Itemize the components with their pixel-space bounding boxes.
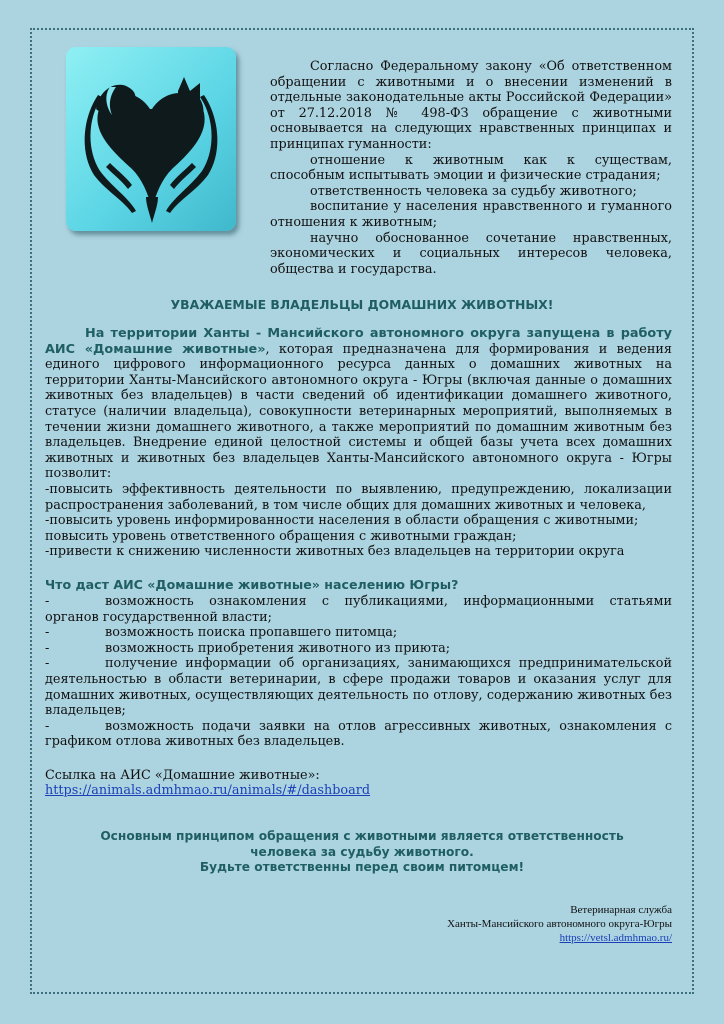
- principle-item: ответственность человека за судьбу животного;: [310, 183, 637, 199]
- list-item: - получение информации об организациях, занимающихся предпринимательской деятельностью в области ветеринарии, в сфере продажи товаров и оказания услуг для домашних животных, осуществляющих деятельность по отлову, содержанию животных без владельцев;: [45, 656, 672, 719]
- closing-line: Будьте ответственны перед своим питомцем!: [199, 860, 525, 875]
- principle-item: воспитание у населения нравственного и гуманного отношения к животным;: [270, 199, 672, 230]
- pet-care-logo: [66, 47, 236, 231]
- main-text: [45, 326, 672, 560]
- intro-paragraph: Согласно Федеральному закону «Об ответственном обращении с животными и о внесении изменений в отдельные законодательные акты Российской Федерации» от 27.12.2018 № 498-ФЗ обращение с животными основывается на следующих нравственных принципах и принципах гуманности:: [270, 59, 672, 152]
- intro-text: [270, 59, 672, 277]
- signature: [447, 903, 672, 945]
- lead-text: На территории Ханты - Мансийского автономного округа запущена в работу АИС «Домашние животные»: [45, 326, 672, 357]
- body-text: , которая предназначена для формирования и ведения единого цифрового информационного ресурса данных о домашних животных на территории Ханты-Мансийского автономного округа - Югры (включая данные о домашних животных без владельцев) в части сведений об идентификации домашнего животного, статусе (наличии владельца), совокупности ветеринарных мероприятий, выполняемых в течении жизни домашнего животного, а также мероприятий по домашним животным без владельцев. Внедрение единой целостной системы и общей базы учета всех домашних животных и животных без владельцев Ханты-Мансийского автономного округа - Югры позволит:: [45, 341, 672, 482]
- question-heading: Что даст АИС «Домашние животные» населению Югры?: [45, 577, 459, 592]
- closing-message: [0, 829, 724, 876]
- signature-org: Ветеринарная служба: [570, 904, 672, 916]
- vet-service-link[interactable]: https://vetsl.admhmao.ru/: [559, 932, 672, 944]
- hands-heart-pets-icon: [66, 47, 236, 231]
- principle-item: отношение к животным как к существам, способным испытывать эмоции и физические страдания;: [270, 152, 672, 184]
- features-list: [45, 594, 672, 750]
- list-item: - возможность ознакомления с публикациями, информационными статьями органов государственной власти;: [45, 594, 672, 625]
- principle-item: научно обоснованное сочетание нравственных, экономических и социальных интересов человека, общества и государства.: [270, 230, 672, 277]
- animals-portal-link[interactable]: https://animals.admhmao.ru/animals/#/dashboard: [45, 783, 371, 798]
- main-paragraph: [45, 326, 672, 482]
- link-label: Ссылка на АИС «Домашние животные»:: [45, 768, 320, 783]
- benefit-item: -привести к снижению численности животных без владельцев на территории округа: [45, 544, 625, 560]
- closing-line: человека за судьбу животного.: [250, 844, 474, 859]
- benefit-item: -повысить уровень информированности населения в области обращения с животными;: [45, 513, 639, 529]
- list-item: - возможность приобретения животного из приюта;: [45, 640, 451, 656]
- list-item: - возможность поиска пропавшего питомца;: [45, 625, 398, 641]
- signature-region: Ханты-Мансийского автономного округа-Югры: [447, 918, 672, 930]
- section-heading: УВАЖАЕМЫЕ ВЛАДЕЛЬЦЫ ДОМАШНИХ ЖИВОТНЫХ!: [170, 297, 554, 312]
- list-item: - возможность подачи заявки на отлов агрессивных животных, ознакомления с графиком отлова животных без владельцев.: [45, 718, 672, 750]
- closing-line: Основным принципом обращения с животными является ответственность: [100, 829, 624, 843]
- benefit-item: повысить уровень ответственного обращения с животными граждан;: [45, 528, 517, 544]
- benefit-item: -повысить эффективность деятельности по выявлению, предупреждению, локализации распространения заболеваний, в том числе общих для домашних животных и человека,: [45, 481, 672, 513]
